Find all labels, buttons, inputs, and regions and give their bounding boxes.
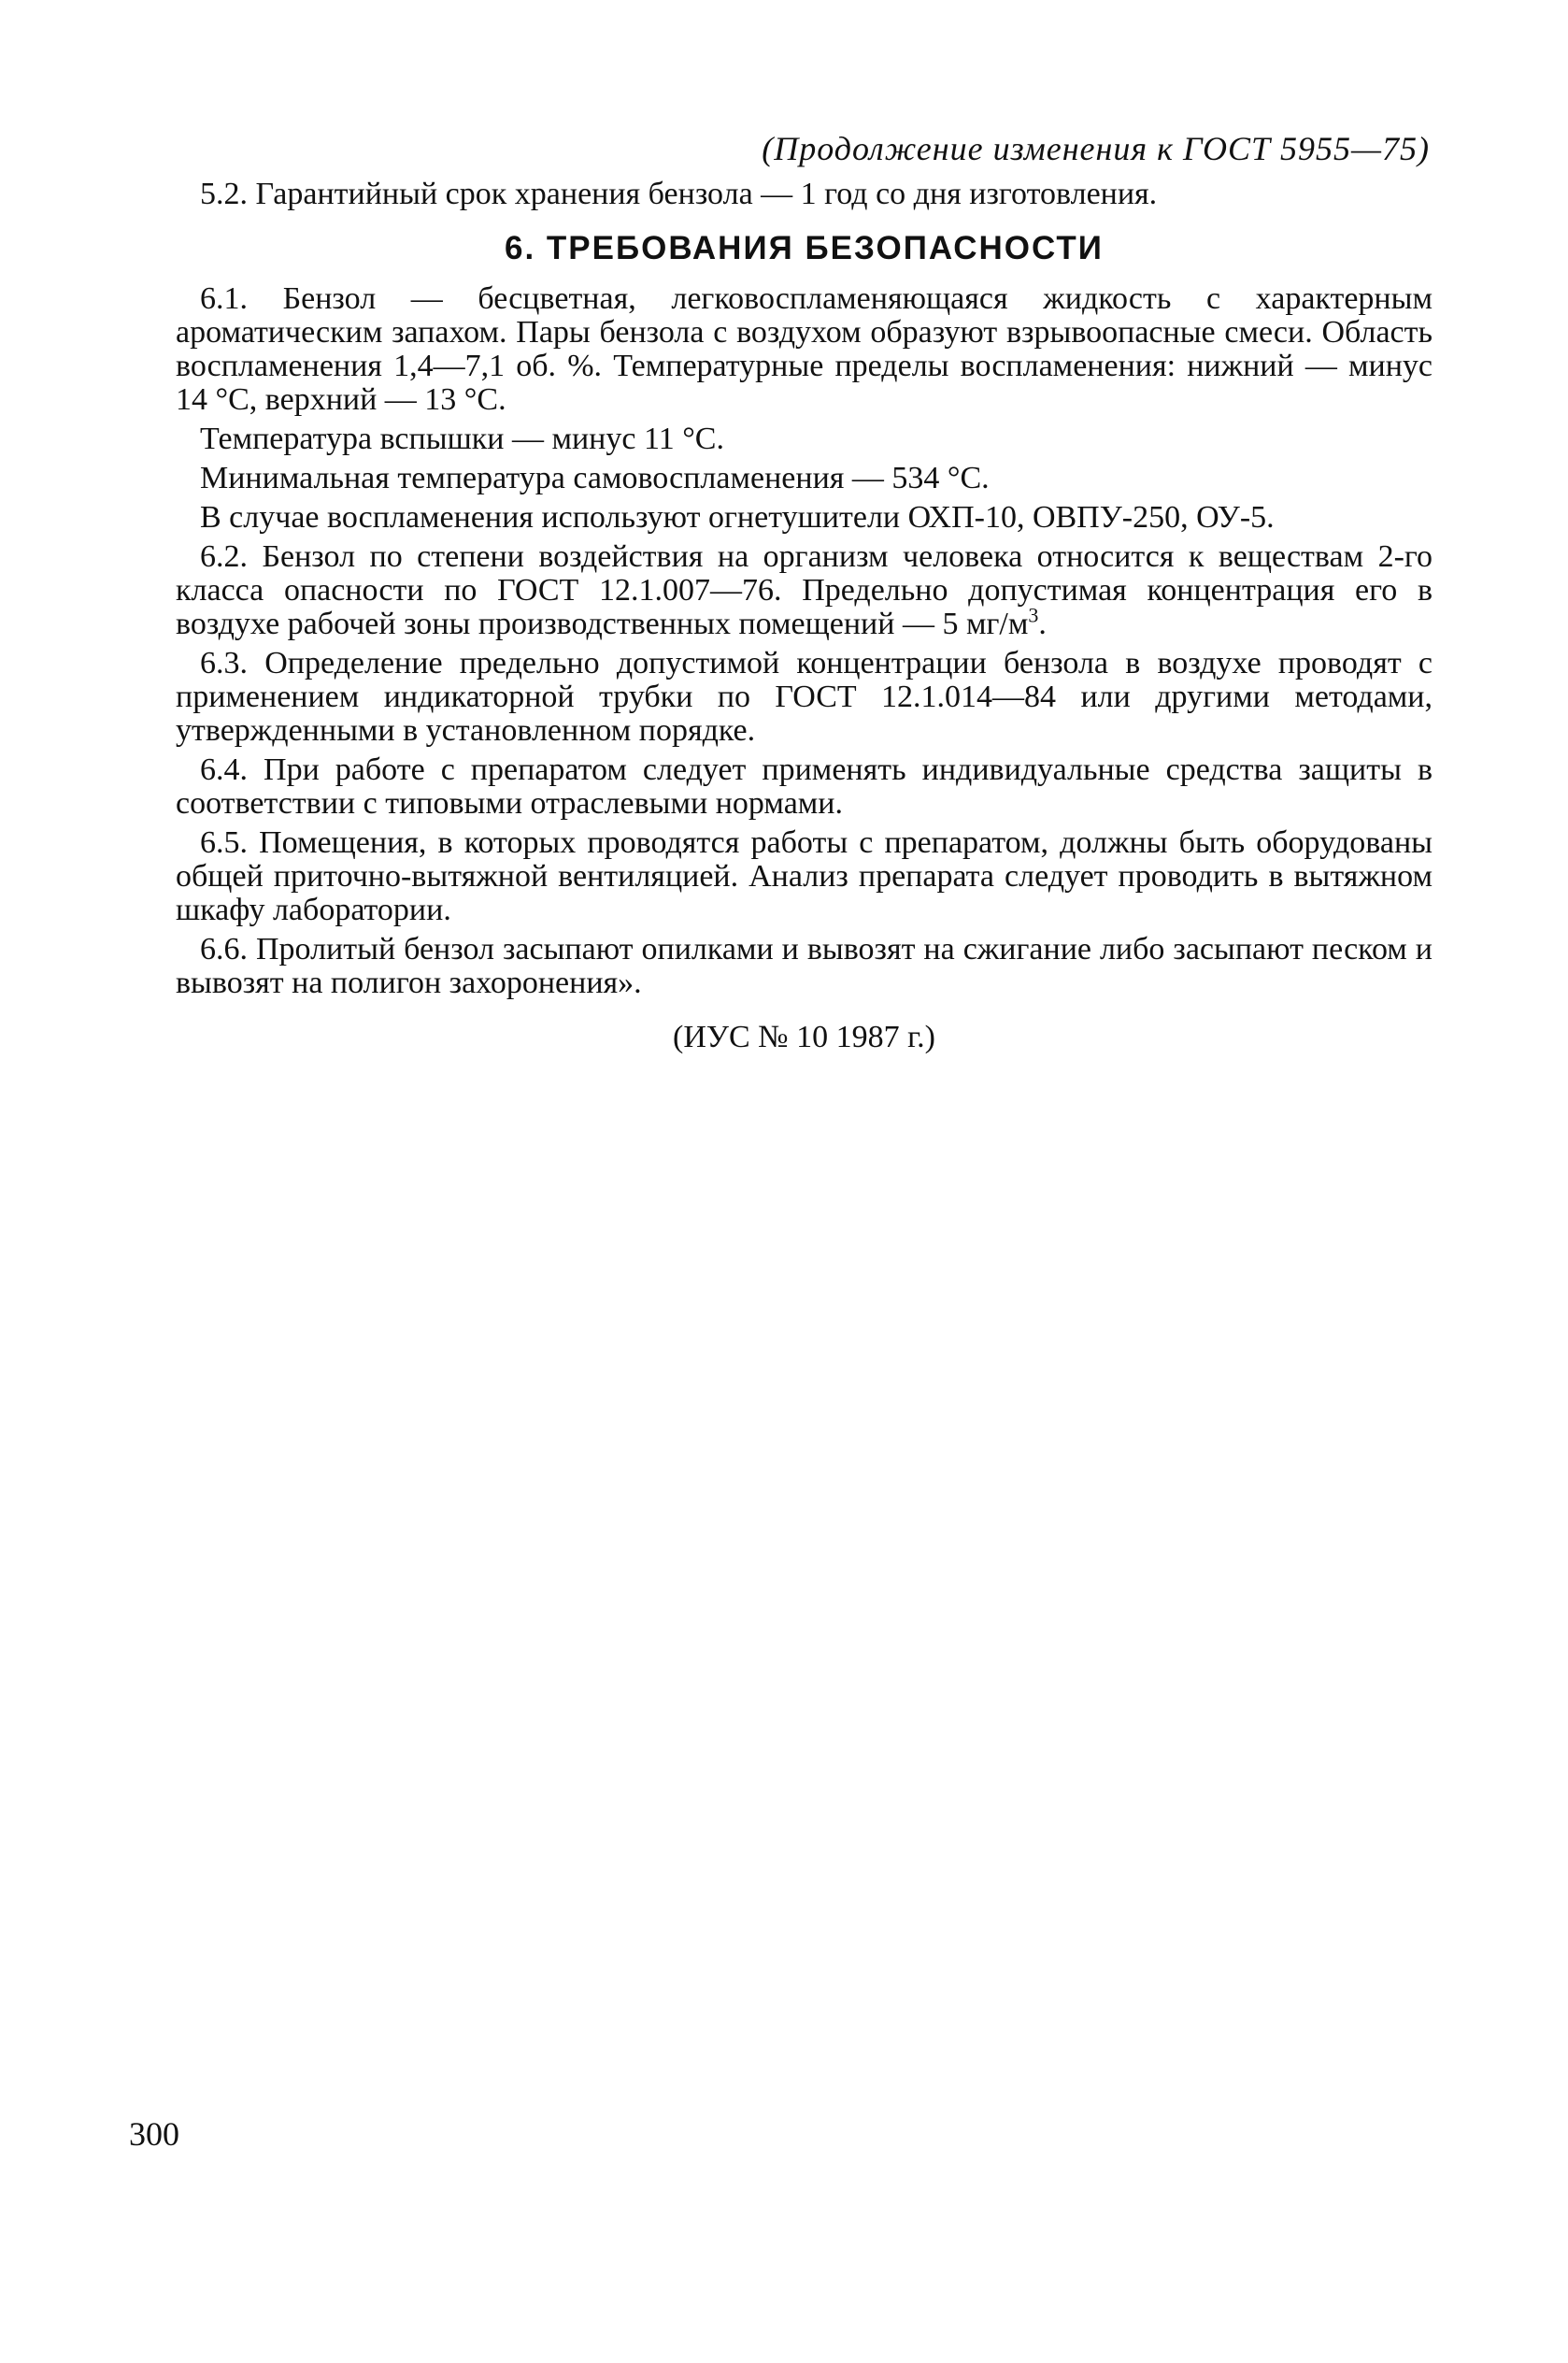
source-reference: (ИУС № 10 1987 г.) — [673, 1020, 935, 1054]
paragraph-6-3: 6.3. Определение предельно допустимой концентрации бензола в воздухе проводят с применением индикаторной трубки по ГОСТ 12.1.014—84 или другими методами, утвержденными в установленном порядке. — [176, 646, 1433, 748]
paragraph-6-5: 6.5. Помещения, в которых проводятся работы с препаратом, должны быть оборудованы общей приточно-вытяжной вентиляцией. Анализ препарата следует проводить в вытяжном шкафу лаборатории. — [176, 825, 1433, 927]
page-number: 300 — [129, 2115, 179, 2153]
paragraph-6-2 — [176, 540, 1433, 641]
paragraph-6-1: 6.1. Бензол — бесцветная, легковоспламеняющаяся жидкость с характерным ароматическим запахом. Пары бензола с воздухом образуют взрывоопасные смеси. Область воспламенения 1,4—7,1 об. %. Температурные пределы воспламенения: нижний — минус 14 °С, верхний — 13 °С. — [176, 281, 1433, 417]
paragraph-6-1-extinguishers: В случае воспламенения используют огнетушители ОХП-10, ОВПУ-250, ОУ-5. — [200, 500, 1275, 535]
paragraph-6-2-text: 6.2. Бензол по степени воздействия на организм человека относится к веществам 2-го класса опасности по ГОСТ 12.1.007—76. Предельно допустимая концентрация его в воздухе рабочей зоны производственных помещений — 5 мг/м — [176, 539, 1433, 641]
document-body — [176, 178, 1433, 1054]
paragraph-5-2: 5.2. Гарантийный срок хранения бензола — 1 год со дня изготовления. — [200, 177, 1158, 211]
paragraph-6-6: 6.6. Пролитый бензол засыпают опилками и вывозят на сжигание либо засыпают песком и вывозят на полигон захоронения». — [176, 932, 1433, 1000]
paragraph-6-2-end: . — [1038, 607, 1047, 641]
cubic-superscript: 3 — [1028, 603, 1039, 627]
continuation-note: (Продолжение изменения к ГОСТ 5955—75) — [762, 130, 1430, 167]
paragraph-6-1-flash-point: Температура вспышки — минус 11 °С. — [200, 422, 724, 456]
paragraph-6-4: 6.4. При работе с препаратом следует применять индивидуальные средства защиты в соответствии с типовыми отраслевыми нормами. — [176, 752, 1433, 821]
paragraph-6-1-autoignition: Минимальная температура самовоспламенения — 534 °С. — [200, 461, 990, 495]
section-heading-6: 6. ТРЕБОВАНИЯ БЕЗОПАСНОСТИ — [505, 230, 1104, 266]
